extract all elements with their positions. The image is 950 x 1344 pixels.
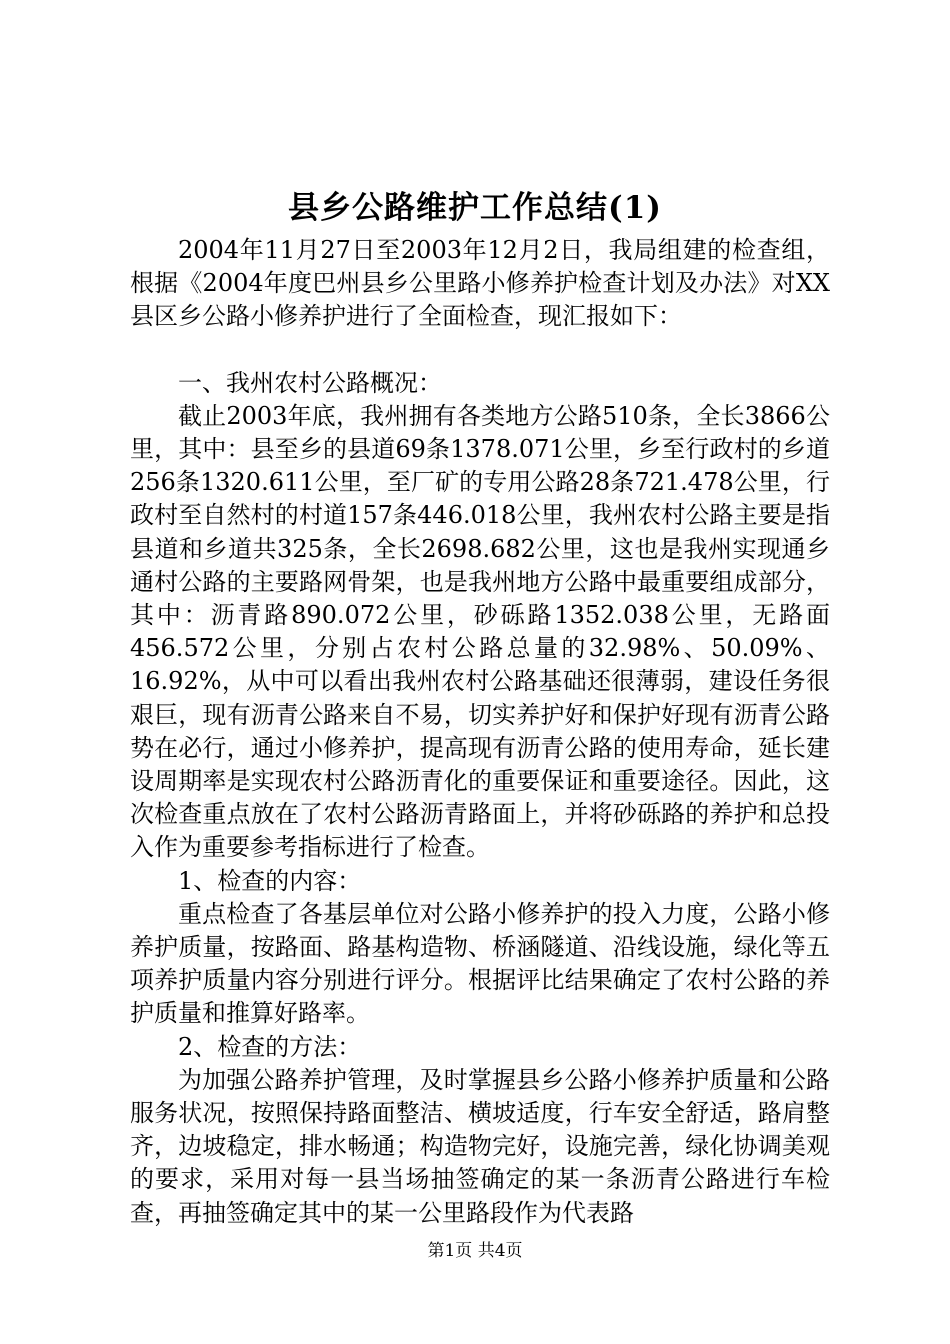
document-title: 县乡公路维护工作总结(1) bbox=[288, 190, 662, 226]
item1-heading: 1、检查的内容： bbox=[178, 866, 362, 895]
section1-heading: 一、我州农村公路概况： bbox=[178, 368, 442, 397]
page-number-footer: 第1页 共4页 bbox=[427, 1241, 523, 1261]
item1-paragraph: 重点检查了各基层单位对公路小修养护的投入力度，公路小修养护质量，按路面、路基构造物、桥涵隧道、沿线设施，绿化等五项养护质量内容分别进行评分。根据评比结果确定了农村公路的养护质量和推算好路率。 bbox=[130, 899, 830, 1028]
item2-heading: 2、检查的方法： bbox=[178, 1032, 362, 1061]
document-body bbox=[130, 234, 830, 1230]
item2-paragraph: 为加强公路养护管理，及时掌握县乡公路小修养护质量和公路服务状况，按照保持路面整洁、横坡适度，行车安全舒适，路肩整齐，边坡稳定，排水畅通；构造物完好，设施完善，绿化协调美观的要求，采用对每一县当场抽签确定的某一条沥青公路进行车检查，再抽签确定其中的某一公里路段作为代表路 bbox=[130, 1065, 830, 1227]
intro-paragraph: 2004年11月27日至2003年12月2日，我局组建的检查组，根据《2004年度巴州县乡公里路小修养护检查计划及办法》对XX县区乡公路小修养护进行了全面检查，现汇报如下： bbox=[130, 236, 830, 331]
paragraph-spacer bbox=[130, 334, 830, 367]
section1-paragraph: 截止2003年底，我州拥有各类地方公路510条，全长3866公里，其中：县至乡的县道69条1378.071公里，乡至行政村的乡道256条1320.611公里，至厂矿的专用公路28条721.478公里，行政村至自然村的村道157条446.018公里，我州农村公路主要是指县道和乡道共325条，全长2698.682公里，这也是我州实现通乡通村公路的主要路网骨架，也是我州地方公路中最重要组成部分，其中：沥青路890.072公里，砂砾路1352.038公里，无路面456.572公里，分别占农村公路总量的32.98%、50.09%、16.92%，从中可以看出我州农村公路基础还很薄弱，建设任务很艰巨，现有沥青公路来自不易，切实养护好和保护好现有沥青公路势在必行，通过小修养护，提高现有沥青公路的使用寿命，延长建设周期率是实现农村公路沥青化的重要保证和重要途径。因此，这次检查重点放在了农村公路沥青路面上，并将砂砾路的养护和总投入作为重要参考指标进行了检查。 bbox=[130, 401, 830, 862]
